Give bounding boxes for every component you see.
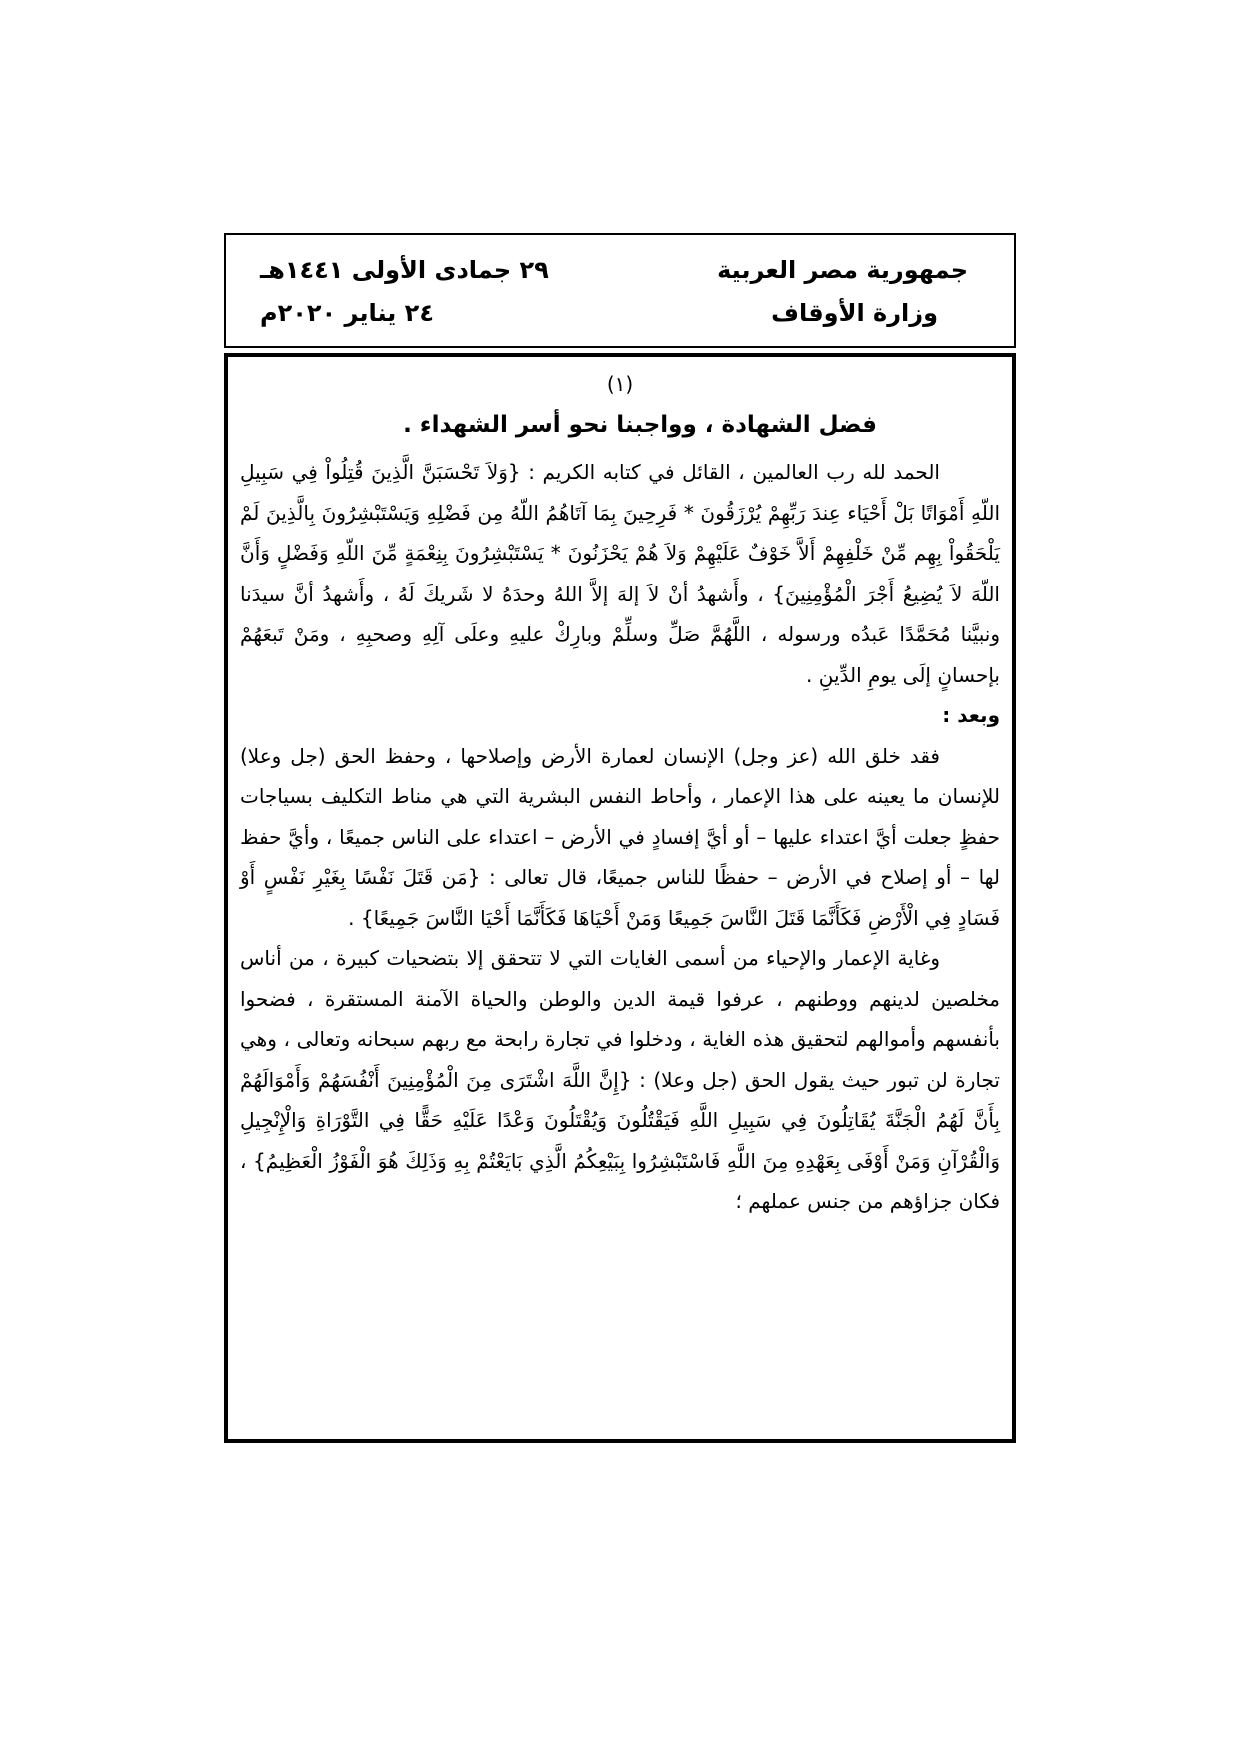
sermon-content — [240, 452, 1000, 1222]
wabaad-label: وبعد : — [942, 703, 1000, 727]
sermon-body — [224, 353, 1016, 1443]
body-paragraph-2: وغاية الإعمار والإحياء من أسمى الغايات التي لا تتحقق إلا بتضحيات كبيرة ، من أناس مخلصين لدينهم ووطنهم ، عرفوا قيمة الدين والوطن والحياة الآمنة المستقرة ، فضحوا بأنفسهم وأموالهم لتحقيق هذه الغاية ، ودخلوا في تجارة رابحة مع ربهم سبحانه وتعالى ، وهي تجارة لن تبور حيث يقول الحق (جل وعلا) : {إِنَّ اللَّهَ اشْتَرَى مِنَ الْمُؤْمِنِينَ أَنْفُسَهُمْ وَأَمْوَالَهُمْ بِأَنَّ لَهُمُ الْجَنَّةَ يُقَاتِلُونَ فِي سَبِيلِ اللَّهِ فَيَقْتُلُونَ وَيُقْتَلُونَ وَعْدًا عَلَيْهِ حَقًّا فِي التَّوْرَاةِ وَالْإِنْجِيلِ وَالْقُرْآنِ وَمَنْ أَوْفَى بِعَهْدِهِ مِنَ اللَّهِ فَاسْتَبْشِرُوا بِبَيْعِكُمُ الَّذِي بَايَعْتُمْ بِهِ وَذَلِكَ هُوَ الْفَوْزُ الْعَظِيمُ} ، فكان جزاؤهم من جنس عملهم ؛ — [240, 946, 1000, 1213]
document-header — [224, 233, 1016, 348]
opening-paragraph: الحمد لله رب العالمين ، القائل في كتابه الكريم : {وَلاَ تَحْسَبَنَّ الَّذِينَ قُتِلُواْ فِي سَبِيلِ اللّهِ أَمْوَاتًا بَلْ أَحْيَاء عِندَ رَبِّهِمْ يُرْزَقُونَ * فَرِحِينَ بِمَا آتَاهُمُ اللّهُ مِن فَضْلِهِ وَيَسْتَبْشِرُونَ بِالَّذِينَ لَمْ يَلْحَقُواْ بِهِم مِّنْ خَلْفِهِمْ أَلاَّ خَوْفٌ عَلَيْهِمْ وَلاَ هُمْ يَحْزَنُونَ * يَسْتَبْشِرُونَ بِنِعْمَةٍ مِّنَ اللّهِ وَفَضْلٍ وَأَنَّ اللّهَ لاَ يُضِيعُ أَجْرَ الْمُؤْمِنِينَ} ، وأَشهدُ أنْ لاَ إلهَ إلاَّ اللهُ وحدَهُ لا شَريكَ لَهُ ، وأَشهدُ أنَّ سيدَنا ونبيَّنا مُحَمَّدًا عَبدُه ورسوله ، اللَّهُمَّ صَلِّ وسلِّمْ وبارِكْ عليهِ وعلَى آلِهِ وصحبِهِ ، ومَنْ تَبعَهُمْ بإحسانٍ إلَى يومِ الدِّينِ . — [240, 460, 1000, 687]
sermon-title: فضل الشهادة ، وواجبنا نحو أسر الشهداء . — [403, 412, 877, 438]
country-name: جمهورية مصر العربية — [717, 256, 968, 284]
ministry-name: وزارة الأوقاف — [771, 299, 938, 327]
gregorian-date: ٢٤ يناير ٢٠٢٠م — [260, 299, 434, 327]
hijri-date: ٢٩ جمادى الأولى ١٤٤١هـ — [260, 256, 549, 284]
wabaad-heading — [240, 695, 1000, 736]
body-paragraph-1: فقد خلق الله (عز وجل) الإنسان لعمارة الأرض وإصلاحها ، وحفظ الحق (جل وعلا) للإنسان ما يعينه على هذا الإعمار ، وأحاط النفس البشرية التي هي مناط التكليف بسياجات حفظٍ جعلت أيَّ اعتداء عليها – أو أيَّ إفسادٍ في الأرض – اعتداء على الناس جميعًا ، وأيَّ حفظ لها – أو إصلاح في الأرض – حفظًا للناس جميعًا، قال تعالى : {مَن قَتَلَ نَفْسًا بِغَيْرِ نَفْسٍ أَوْ فَسَادٍ فِي الْأَرْضِ فَكَأَنَّمَا قَتَلَ النَّاسَ جَمِيعًا وَمَنْ أَحْيَاهَا فَكَأَنَّمَا أَحْيَا النَّاسَ جَمِيعًا} . — [240, 743, 1000, 930]
page-number: (١) — [606, 372, 634, 396]
